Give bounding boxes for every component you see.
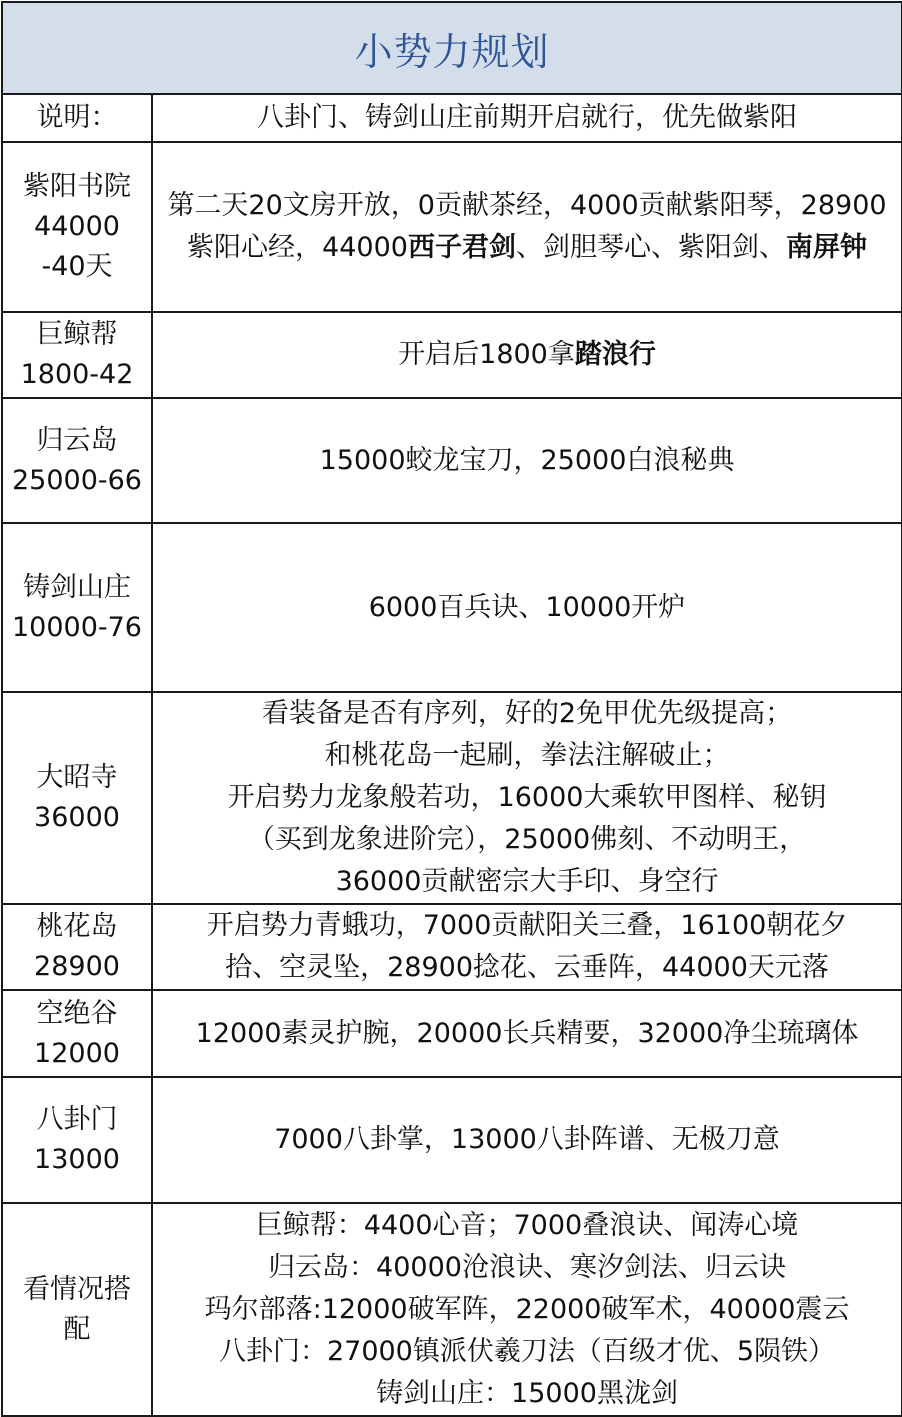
row-content [152, 398, 902, 523]
row-label-line: 大昭寺 [36, 762, 118, 793]
row-content [152, 523, 902, 692]
row-label-line: 铸剑山庄 [23, 571, 131, 603]
content-text: 开启后1800拿 [398, 339, 575, 370]
row-label-line: 巨鲸帮 [36, 319, 118, 350]
row-label [2, 1077, 152, 1203]
row-content [152, 692, 902, 904]
row-label-line: 1800-42 [20, 359, 134, 390]
table-row [2, 1077, 902, 1203]
table-row [2, 142, 902, 312]
row-label-line: 44000 [34, 211, 120, 242]
row-content [152, 1203, 902, 1416]
content-line [159, 334, 895, 376]
row-label-line: 25000-66 [12, 464, 142, 496]
content-line: 12000素灵护腕，20000长兵精要，32000净尘琉璃体 [195, 1017, 859, 1049]
row-label [2, 1203, 152, 1416]
row-content [152, 142, 902, 312]
content-bold: 踏浪行 [574, 339, 656, 370]
table-row [2, 523, 902, 692]
row-content [152, 312, 902, 398]
content-text: 、剑胆琴心、紫阳剑、 [515, 232, 786, 263]
title-row [2, 2, 902, 94]
row-content [152, 1077, 902, 1203]
content-line: 7000八卦掌，13000八卦阵谱、无极刀意 [274, 1124, 780, 1155]
row-label [2, 990, 152, 1077]
content-line: 八卦门：27000镇派伏羲刀法（百级才优、5陨铁） [218, 1335, 836, 1367]
row-label-line: 说明： [36, 102, 118, 133]
row-content [152, 904, 902, 990]
table-row [2, 904, 902, 990]
content-bold: 南屏钟 [785, 232, 867, 263]
content-line: 36000贡献密宗大手印、身空行 [335, 866, 719, 897]
row-label [2, 523, 152, 692]
row-label-line: 10000-76 [12, 611, 142, 643]
table-row [2, 1203, 902, 1416]
content-line: 15000蛟龙宝刀，25000白浪秘典 [319, 444, 735, 476]
row-label-line: 空绝谷 [36, 997, 118, 1029]
content-line: 拾、空灵坠，28900捻花、云垂阵，44000天元落 [225, 952, 829, 983]
row-label-line: 看情况搭 [23, 1273, 131, 1305]
row-label-line: 八卦门 [36, 1104, 118, 1135]
table-row [2, 94, 902, 142]
row-label-line: 13000 [34, 1144, 120, 1175]
row-label-line: 配 [63, 1313, 91, 1345]
row-label [2, 398, 152, 523]
table-row [2, 990, 902, 1077]
row-label-line: -40天 [41, 251, 113, 282]
row-label [2, 904, 152, 990]
row-label-line: 12000 [34, 1037, 120, 1069]
row-label [2, 312, 152, 398]
content-line: 铸剑山庄：15000黑泷剑 [376, 1377, 678, 1409]
content-bold: 西子君剑 [407, 232, 516, 263]
row-label [2, 94, 152, 142]
content-text: 第二天20文房开放，0贡献茶经，4000贡献紫阳琴，28900紫阳心经，44000 [167, 190, 887, 263]
row-label [2, 142, 152, 312]
content-line: 巨鲸帮：4400心音；7000叠浪诀、闻涛心境 [255, 1209, 799, 1241]
row-label-line: 36000 [34, 802, 120, 833]
planning-table [1, 1, 902, 1417]
table-row [2, 312, 902, 398]
content-line: 看装备是否有序列，好的2免甲优先级提高； [261, 698, 793, 729]
title-cell [2, 2, 902, 94]
content-line: 开启势力龙象般若功，16000大乘软甲图样、秘钥 [227, 782, 827, 813]
content-line: 归云岛：40000沧浪诀、寒汐剑法、归云诀 [268, 1251, 786, 1283]
table-row [2, 692, 902, 904]
row-content [152, 990, 902, 1077]
content-line: 开启势力青蛾功，7000贡献阳关三叠，16100朝花夕 [206, 910, 848, 941]
content-line: 八卦门、铸剑山庄前期开启就行，优先做紫阳 [257, 102, 797, 133]
content-line: 6000百兵诀、10000开炉 [368, 591, 686, 623]
row-label [2, 692, 152, 904]
row-label-line: 紫阳书院 [23, 171, 131, 202]
row-label-line: 28900 [34, 951, 120, 982]
table-row [2, 398, 902, 523]
content-line: （买到龙象进阶完），25000佛刻、不动明王， [247, 824, 807, 855]
row-content [152, 94, 902, 142]
page-title: 小势力规划 [354, 29, 550, 74]
content-line: 玛尔部落:12000破军阵，22000破军术，40000震云 [204, 1293, 850, 1325]
content-line: 和桃花岛一起刷，拳法注解破止； [324, 740, 730, 771]
row-label-line: 桃花岛 [36, 911, 118, 942]
row-label-line: 归云岛 [36, 424, 118, 456]
